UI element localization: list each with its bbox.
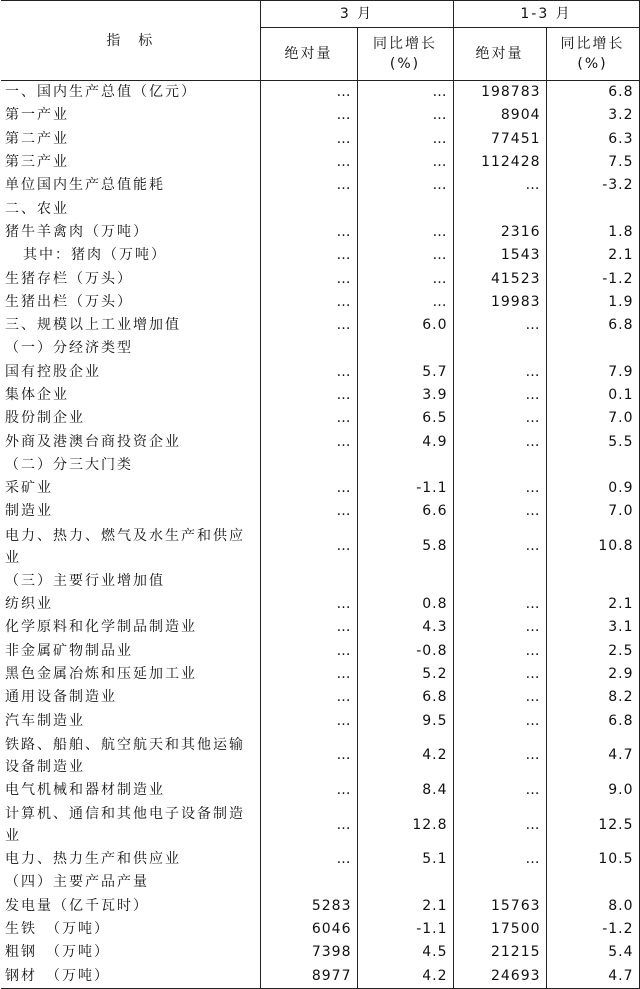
march-yoy-cell [357,570,453,593]
table-row [1,361,639,384]
march-yoy-cell: … [357,128,453,151]
march-abs-cell: … [260,221,357,244]
janmar-abs-cell: … [453,524,546,570]
section-row [1,570,639,593]
march-yoy-cell: -1.1 [357,477,453,500]
janmar-yoy-cell [546,337,639,360]
table-row [1,918,639,941]
march-yoy-cell: 4.2 [357,733,453,779]
march-yoy-cell: 6.6 [357,500,453,523]
section-label: （一）分经济类型 [1,337,260,360]
row-label: 第一产业 [1,104,260,127]
march-yoy-cell: 4.5 [357,941,453,964]
table-row [1,640,639,663]
table-row [1,779,639,802]
janmar-yoy-cell: 10.8 [546,524,639,570]
table-body [1,81,639,989]
march-abs-cell: … [260,244,357,267]
janmar-abs-cell: 198783 [453,81,546,105]
march-abs-cell: 6046 [260,918,357,941]
janmar-yoy-cell: 4.7 [546,733,639,779]
janmar-abs-cell: … [453,733,546,779]
row-label: 黑色金属冶炼和压延加工业 [1,663,260,686]
march-abs-cell: … [260,384,357,407]
march-abs-cell: 8977 [260,965,357,989]
march-abs-cell: … [260,104,357,127]
janmar-yoy-cell: 7.0 [546,407,639,430]
row-label: 股份制企业 [1,407,260,430]
row-label: 其中：猪肉（万吨） [1,244,260,267]
march-abs-cell: … [260,361,357,384]
janmar-yoy-cell: 4.7 [546,965,639,989]
jan-mar-header: 1-3 月 [453,1,639,28]
table-row [1,616,639,639]
janmar-abs-cell: 21215 [453,941,546,964]
march-abs-cell: … [260,524,357,570]
table-row [1,895,639,918]
table-row [1,430,639,453]
section-label: 二、农业 [1,197,260,220]
janmar-abs-cell: … [453,779,546,802]
janmar-abs-cell: … [453,384,546,407]
janmar-yoy-cell: 6.8 [546,709,639,732]
janmar-yoy-cell: 1.9 [546,291,639,314]
janmar-yoy-cell: -1.2 [546,918,639,941]
janmar-abs-cell: 112428 [453,151,546,174]
janmar-abs-cell [453,454,546,477]
section-label: （四）主要产品产量 [1,871,260,894]
march-yoy-cell: 0.8 [357,593,453,616]
table-row [1,407,639,430]
march-abs-cell: … [260,709,357,732]
janmar-yoy-cell: 3.1 [546,616,639,639]
janmar-abs-cell: 77451 [453,128,546,151]
section-row [1,337,639,360]
janmar-abs-cell: 15763 [453,895,546,918]
janmar-yoy-cell: 2.9 [546,663,639,686]
janmar-abs-cell: 19983 [453,291,546,314]
janmar-yoy-cell: 7.9 [546,361,639,384]
march-abs-cell [260,197,357,220]
row-label: 通用设备制造业 [1,686,260,709]
table-row [1,709,639,732]
table-row [1,524,639,570]
march-abs-cell: … [260,663,357,686]
march-yoy-cell: 9.5 [357,709,453,732]
table-row [1,81,639,105]
march-yoy-cell: 5.7 [357,361,453,384]
row-label: 电气机械和器材制造业 [1,779,260,802]
janmar-abs-cell [453,871,546,894]
table-row [1,802,639,848]
march-abs-header: 绝对量 [260,28,357,81]
march-yoy-cell [357,454,453,477]
march-abs-cell: … [260,267,357,290]
row-label: 电力、热力生产和供应业 [1,848,260,871]
janmar-abs-cell: 41523 [453,267,546,290]
march-yoy-cell: … [357,244,453,267]
march-yoy-cell: 4.3 [357,616,453,639]
janmar-yoy-cell: 5.4 [546,941,639,964]
janmar-yoy-cell: 10.5 [546,848,639,871]
janmar-yoy-header [546,28,639,81]
row-label: 非金属矿物制品业 [1,640,260,663]
janmar-yoy-cell [546,570,639,593]
janmar-yoy-cell: 6.3 [546,128,639,151]
table-row [1,291,639,314]
march-abs-cell: 5283 [260,895,357,918]
header-row-1 [1,1,639,28]
march-abs-cell: … [260,640,357,663]
march-yoy-cell: 4.9 [357,430,453,453]
march-abs-cell [260,454,357,477]
march-yoy-header [357,28,453,81]
janmar-abs-cell: 24693 [453,965,546,989]
march-abs-cell: 7398 [260,941,357,964]
janmar-yoy-cell: 2.1 [546,593,639,616]
row-label: 粗钢 （万吨） [1,941,260,964]
march-abs-cell: … [260,151,357,174]
janmar-yoy-cell: 5.5 [546,430,639,453]
yoy-unit: (%) [389,56,421,72]
table-row [1,221,639,244]
janmar-abs-cell: 17500 [453,918,546,941]
row-label: 铁路、船舶、航空航天和其他运输设备制造业 [1,733,260,779]
janmar-yoy-cell: 8.0 [546,895,639,918]
janmar-abs-cell: … [453,314,546,337]
march-abs-cell: … [260,500,357,523]
march-abs-cell [260,871,357,894]
march-yoy-cell [357,871,453,894]
march-abs-cell: … [260,81,357,105]
janmar-yoy-cell: 0.9 [546,477,639,500]
janmar-yoy-cell: 12.5 [546,802,639,848]
table-row [1,267,639,290]
march-yoy-cell: -0.8 [357,640,453,663]
row-label: 一、国内生产总值（亿元） [1,81,260,105]
march-yoy-cell: 12.8 [357,802,453,848]
janmar-yoy-cell: 1.8 [546,221,639,244]
janmar-yoy-cell [546,197,639,220]
row-label: 汽车制造业 [1,709,260,732]
march-abs-cell: … [260,174,357,197]
march-yoy-cell: -1.1 [357,918,453,941]
row-label: 计算机、通信和其他电子设备制造业 [1,802,260,848]
march-yoy-cell: 6.0 [357,314,453,337]
march-abs-cell: … [260,477,357,500]
march-yoy-cell: 5.1 [357,848,453,871]
table-row [1,314,639,337]
table-row [1,965,639,989]
row-label: 第三产业 [1,151,260,174]
janmar-abs-cell [453,570,546,593]
march-yoy-cell: … [357,267,453,290]
march-yoy-cell: 4.2 [357,965,453,989]
march-yoy-cell: … [357,291,453,314]
march-abs-cell: … [260,779,357,802]
janmar-yoy-cell: 7.5 [546,151,639,174]
march-yoy-cell: … [357,174,453,197]
march-abs-cell: … [260,593,357,616]
row-label: 集体企业 [1,384,260,407]
janmar-yoy-cell: 0.1 [546,384,639,407]
statistics-table [1,0,640,989]
row-label: 生猪存栏（万头） [1,267,260,290]
yoy-label: 同比增长 [373,36,437,52]
janmar-abs-cell: 2316 [453,221,546,244]
janmar-abs-cell: … [453,640,546,663]
janmar-abs-cell: … [453,848,546,871]
march-abs-cell: … [260,848,357,871]
march-yoy-cell: … [357,81,453,105]
janmar-yoy-cell: 7.0 [546,500,639,523]
janmar-abs-cell: … [453,663,546,686]
table-row [1,384,639,407]
yoy-unit: (%) [577,56,608,72]
table-row [1,941,639,964]
janmar-abs-cell: … [453,174,546,197]
indicator-header: 指 标 [1,1,260,81]
march-abs-cell: … [260,407,357,430]
janmar-abs-cell [453,197,546,220]
march-yoy-cell: … [357,221,453,244]
march-yoy-cell: 6.8 [357,686,453,709]
march-yoy-cell: 6.5 [357,407,453,430]
janmar-abs-cell: … [453,407,546,430]
table-row [1,848,639,871]
table-row [1,174,639,197]
row-label: 纺织业 [1,593,260,616]
janmar-abs-cell: … [453,686,546,709]
janmar-abs-cell: … [453,616,546,639]
march-abs-cell: … [260,686,357,709]
janmar-yoy-cell: 2.1 [546,244,639,267]
march-abs-cell: … [260,291,357,314]
row-label: 外商及港澳台商投资企业 [1,430,260,453]
table-row [1,128,639,151]
march-abs-cell [260,570,357,593]
section-row [1,197,639,220]
row-label: 第二产业 [1,128,260,151]
janmar-abs-cell: … [453,593,546,616]
march-abs-cell: … [260,430,357,453]
march-yoy-cell: 3.9 [357,384,453,407]
janmar-abs-cell: … [453,361,546,384]
table-row [1,686,639,709]
march-yoy-cell: 5.8 [357,524,453,570]
janmar-yoy-cell: 6.8 [546,314,639,337]
janmar-yoy-cell: 6.8 [546,81,639,105]
janmar-yoy-cell [546,454,639,477]
table-row [1,477,639,500]
janmar-abs-cell: … [453,500,546,523]
march-abs-cell: … [260,616,357,639]
row-label: 猪牛羊禽肉（万吨） [1,221,260,244]
row-label: 单位国内生产总值能耗 [1,174,260,197]
row-label: 采矿业 [1,477,260,500]
march-yoy-cell: … [357,151,453,174]
row-label: 钢材 （万吨） [1,965,260,989]
janmar-yoy-cell: 3.2 [546,104,639,127]
row-label: 国有控股企业 [1,361,260,384]
march-abs-cell: … [260,802,357,848]
janmar-abs-cell: … [453,709,546,732]
march-yoy-cell: 5.2 [357,663,453,686]
march-abs-cell: … [260,128,357,151]
table-row [1,104,639,127]
janmar-abs-cell: … [453,477,546,500]
janmar-yoy-cell: 9.0 [546,779,639,802]
table-row [1,244,639,267]
section-label: （三）主要行业增加值 [1,570,260,593]
section-row [1,871,639,894]
table-row [1,151,639,174]
janmar-abs-cell: 1543 [453,244,546,267]
janmar-yoy-cell: 8.2 [546,686,639,709]
janmar-yoy-cell: -3.2 [546,174,639,197]
march-header: 3 月 [260,1,453,28]
janmar-abs-cell: … [453,802,546,848]
table-row [1,663,639,686]
janmar-yoy-cell: 2.5 [546,640,639,663]
janmar-yoy-cell: -1.2 [546,267,639,290]
row-label: 化学原料和化学制品制造业 [1,616,260,639]
row-label: 发电量（亿千瓦时） [1,895,260,918]
row-label: 生铁 （万吨） [1,918,260,941]
march-yoy-cell: … [357,104,453,127]
table-row [1,733,639,779]
march-abs-cell [260,337,357,360]
march-yoy-cell: 2.1 [357,895,453,918]
march-yoy-cell [357,197,453,220]
janmar-abs-cell [453,337,546,360]
row-label: 生猪出栏（万头） [1,291,260,314]
yoy-label: 同比增长 [560,36,625,52]
march-abs-cell: … [260,733,357,779]
march-yoy-cell: 8.4 [357,779,453,802]
janmar-abs-header: 绝对量 [453,28,546,81]
table-row [1,593,639,616]
row-label: 制造业 [1,500,260,523]
janmar-yoy-cell [546,871,639,894]
row-label: 电力、热力、燃气及水生产和供应业 [1,524,260,570]
table-row [1,500,639,523]
march-abs-cell: … [260,314,357,337]
march-yoy-cell [357,337,453,360]
row-label: 三、规模以上工业增加值 [1,314,260,337]
janmar-abs-cell: … [453,430,546,453]
janmar-abs-cell: 8904 [453,104,546,127]
section-label: （二）分三大门类 [1,454,260,477]
section-row [1,454,639,477]
